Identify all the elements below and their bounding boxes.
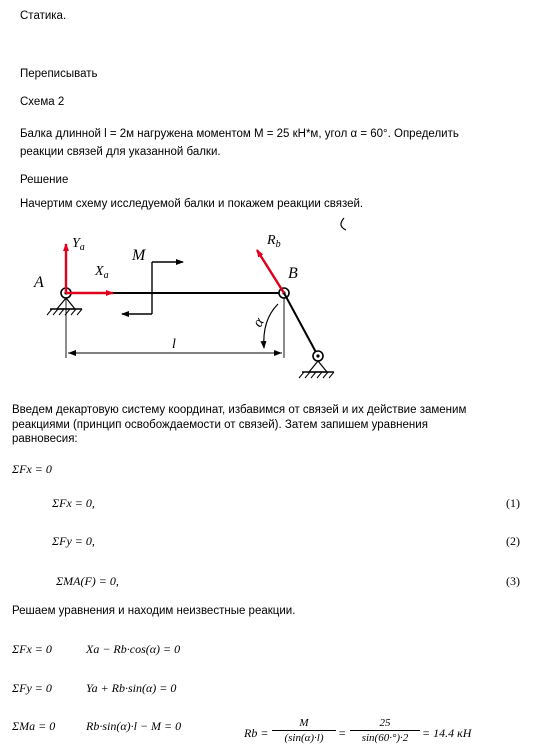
eq-2-number: (2) [506, 534, 520, 548]
eq-sum-fx-short: ΣFx = 0 [12, 462, 52, 476]
eq-1: ΣFx = 0, [52, 496, 95, 510]
stray-mark [341, 218, 346, 230]
label-alpha: α [249, 315, 268, 330]
equals-sign: = [338, 726, 347, 740]
result-2-left: ΣFy = 0 [12, 681, 52, 695]
fraction-1-numerator: M [272, 717, 336, 731]
solution-intro: Начертим схему исследуемой балки и покажем реакции связей. [20, 198, 364, 210]
label-l: l [172, 337, 176, 352]
label-xa: $X_a$ [95, 264, 109, 281]
label-a: A [34, 274, 44, 291]
rb-lhs: Rb = [244, 726, 269, 740]
fraction-1-denominator: (sin(α)·l) [284, 732, 324, 744]
coords-line-3: равновесия: [12, 433, 78, 445]
result-3-right: Rb·sin(α)·l − M = 0 [86, 719, 182, 733]
fraction-1 [272, 717, 336, 744]
result-1-left: ΣFx = 0 [12, 642, 52, 656]
scheme-label: Схема 2 [20, 96, 65, 108]
page-title: Статика. [20, 10, 67, 22]
moment-symbol [122, 262, 183, 314]
pin-support-bottom [299, 351, 334, 378]
result-1-right: Xa − Rb·cos(α) = 0 [86, 642, 181, 656]
eq-3-number: (3) [506, 574, 520, 588]
eq-3: ΣMA(F) = 0, [56, 574, 119, 588]
label-m: M [132, 247, 146, 264]
eq-1-number: (1) [506, 496, 520, 510]
coords-line-1: Введем декартовую систему координат, избавимся от связей и их действие заменим [12, 404, 467, 416]
label-b: B [288, 265, 298, 282]
solution-heading: Решение [20, 174, 69, 186]
problem-line-1: Балка длинной l = 2м нагружена моментом M = 25 кН*м, угол α = 60°. Определить [20, 128, 459, 140]
rb-result: = 14.4 кН [422, 726, 472, 740]
fraction-2-denominator: sin(60·°)·2 [361, 732, 409, 744]
reaction-rb-arrow [257, 250, 284, 293]
label-ya: $Y_a$ [72, 236, 85, 253]
result-2-right: Ya + Rb·sin(α) = 0 [86, 681, 177, 695]
solve-intro: Решаем уравнения и находим неизвестные реакции. [12, 605, 296, 617]
rewrite-label: Переписывать [20, 68, 98, 80]
eq-2: ΣFy = 0, [52, 534, 95, 548]
coords-line-2: реакциями (принцип освобождаемости от связей). Затем запишем уравнения [12, 419, 428, 431]
fraction-2-numerator: 25 [350, 717, 420, 731]
problem-line-2: реакции связей для указанной балки. [20, 146, 221, 158]
label-rb: $R_b$ [267, 233, 281, 250]
support-rod [284, 293, 318, 356]
fraction-2 [350, 717, 420, 744]
result-3-left: ΣMa = 0 [12, 719, 56, 733]
